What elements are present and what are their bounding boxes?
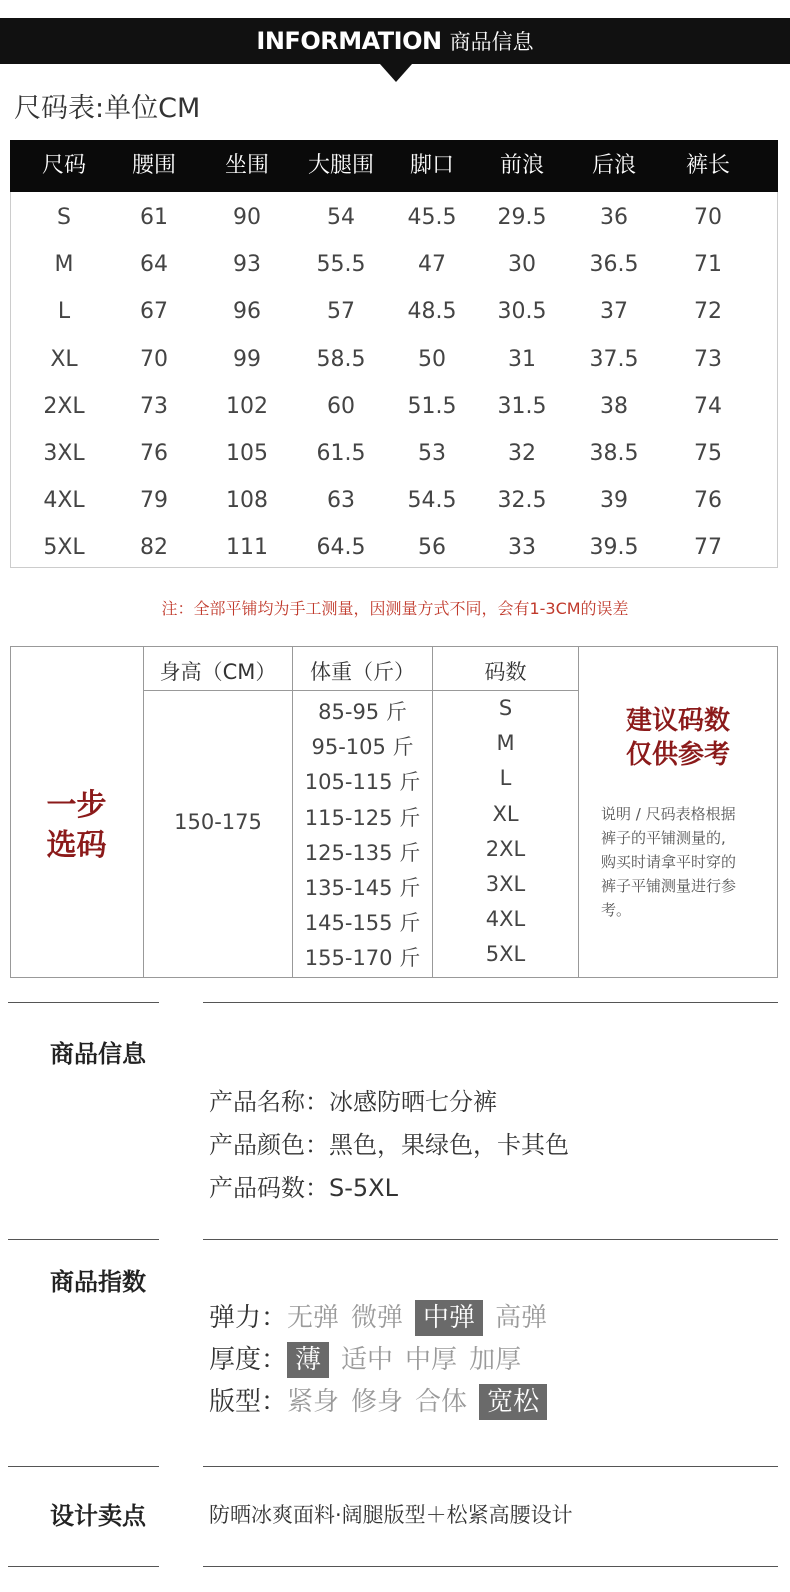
table-row	[10, 383, 778, 430]
weight-range: 105-115 斤	[304, 770, 421, 795]
table-cell: 70	[694, 205, 722, 230]
table-cell: 50	[418, 346, 446, 372]
table-row	[10, 336, 778, 383]
table-row	[10, 430, 778, 477]
table-cell: 82	[140, 535, 168, 561]
col-header-height: 身高（CM）	[159, 660, 277, 684]
table-cell: 3XL	[43, 441, 85, 466]
one-step-line: 选码	[46, 828, 107, 863]
advice-title	[579, 704, 777, 772]
index-option: 高弹	[495, 1303, 548, 1333]
table-cell: 96	[233, 299, 261, 325]
table-cell: 48.5	[407, 299, 457, 325]
product-name: 产品名称：冰感防晒七分裤	[209, 1088, 497, 1116]
table-cell: 63	[327, 488, 355, 514]
recommended-size: S	[498, 696, 513, 720]
table-cell: 99	[233, 346, 261, 372]
recommended-size: 3XL	[485, 872, 526, 896]
table-cell: 64.5	[316, 535, 366, 561]
height-range: 150-175	[174, 810, 262, 834]
size-chart-header	[10, 140, 778, 192]
advice-line: 建议码数	[625, 706, 730, 736]
table-cell: 61	[140, 205, 168, 230]
table-cell: 39	[600, 488, 628, 514]
table-cell: 32	[508, 441, 536, 466]
table-cell: 47	[418, 252, 446, 278]
table-cell: 102	[226, 393, 268, 419]
index-option: 微弹	[351, 1303, 404, 1333]
weight-range: 145-155 斤	[304, 911, 421, 936]
index-option-selected: 中弹	[415, 1300, 483, 1336]
weight-range: 135-145 斤	[304, 876, 421, 900]
index-label: 弹力：	[209, 1303, 288, 1333]
table-cell: 36	[600, 205, 628, 230]
table-cell: 64	[140, 252, 168, 278]
table-cell: XL	[50, 346, 78, 372]
advice-desc-line: 裤子平铺测量进行参	[601, 877, 737, 895]
section-divider	[8, 1566, 159, 1567]
table-cell: 73	[140, 393, 168, 419]
index-option: 合体	[415, 1387, 468, 1417]
header-arrow	[380, 64, 412, 82]
index-option: 无弹	[287, 1303, 340, 1333]
index-option: 中厚	[405, 1345, 458, 1375]
advice-desc-line: 考。	[601, 901, 632, 919]
table-cell: 61.5	[316, 441, 366, 466]
table-cell: 108	[226, 488, 268, 514]
weight-range: 115-125 斤	[304, 805, 421, 830]
section-divider	[8, 1002, 159, 1003]
table-cell: 93	[233, 252, 261, 278]
table-cell: 79	[140, 488, 168, 514]
table-cell: 38.5	[589, 441, 639, 466]
measurement-note: 注：全部平铺均为手工测量，因测量方式不同，会有1-3CM的误差	[161, 599, 629, 618]
one-step-label	[10, 786, 143, 866]
table-cell: 37	[600, 299, 628, 325]
index-option: 适中	[341, 1345, 394, 1375]
col-header-weight: 体重（斤）	[310, 660, 415, 684]
table-cell: 76	[694, 488, 722, 514]
table-cell: 77	[694, 535, 722, 561]
recommended-size: 5XL	[485, 942, 526, 967]
section-divider	[203, 1466, 778, 1467]
table-cell: 111	[226, 535, 268, 561]
advice-description	[601, 802, 771, 922]
table-row	[10, 194, 778, 241]
col-header: 尺码	[41, 153, 86, 178]
table-cell: 39.5	[589, 535, 639, 561]
table-cell: 2XL	[43, 393, 85, 419]
table-cell: 73	[694, 346, 722, 372]
table-cell: 70	[140, 346, 168, 372]
design-title: 设计卖点	[50, 1502, 146, 1530]
col-header: 腰围	[131, 153, 176, 178]
col-header: 裤长	[685, 153, 730, 178]
index-option-selected: 薄	[287, 1342, 329, 1378]
advice-line: 仅供参考	[625, 740, 730, 770]
table-cell: 71	[694, 252, 722, 278]
col-header: 后浪	[591, 153, 636, 178]
weight-range: 125-135 斤	[304, 840, 421, 865]
section-divider	[203, 1239, 778, 1240]
table-cell: 4XL	[43, 488, 85, 514]
product-colors: 产品颜色：黑色，果绿色，卡其色	[209, 1131, 569, 1159]
recommended-size: L	[499, 766, 512, 791]
index-row	[209, 1300, 559, 1336]
col-header: 前浪	[499, 153, 544, 178]
advice-desc-line: 裤子的平铺测量的,	[601, 829, 726, 847]
col-header: 坐围	[224, 153, 269, 178]
product-sizes: 产品码数：S-5XL	[209, 1174, 398, 1202]
table-cell: 54	[327, 205, 355, 230]
table-divider	[143, 690, 578, 691]
table-cell: 45.5	[407, 205, 457, 230]
weight-range: 95-105 斤	[311, 735, 414, 760]
advice-desc-line: 说明 / 尺码表格根据	[601, 805, 736, 823]
recommended-size: XL	[492, 801, 519, 826]
index-label: 版型：	[209, 1387, 288, 1417]
size-chart-title: 尺码表:单位CM	[14, 93, 201, 124]
table-cell: 31	[508, 346, 536, 372]
table-divider	[578, 646, 579, 978]
design-text: 防晒冰爽面料·阔腿版型＋松紧高腰设计	[209, 1503, 573, 1527]
table-cell: 76	[140, 441, 168, 466]
section-divider	[8, 1239, 159, 1240]
table-cell: L	[57, 299, 71, 325]
header-title-en: INFORMATION	[256, 27, 442, 55]
table-cell: M	[54, 252, 74, 278]
table-cell: 60	[327, 393, 355, 419]
table-cell: 67	[140, 299, 168, 325]
index-option: 修身	[351, 1387, 404, 1417]
product-info-title: 商品信息	[50, 1040, 146, 1068]
index-option: 紧身	[287, 1387, 340, 1417]
table-cell: 105	[226, 441, 268, 466]
table-cell: 5XL	[43, 535, 85, 561]
table-cell: 90	[233, 205, 261, 230]
table-cell: 33	[508, 535, 536, 561]
table-cell: 36.5	[589, 252, 639, 278]
table-row	[10, 288, 778, 335]
one-step-line: 一步	[46, 788, 107, 823]
index-option: 加厚	[469, 1345, 522, 1375]
table-cell: 57	[327, 299, 355, 325]
col-header-size: 码数	[484, 660, 527, 684]
section-divider	[8, 1466, 159, 1467]
table-cell: 55.5	[316, 252, 366, 278]
recommended-size: 4XL	[485, 907, 526, 932]
table-cell: 30	[508, 252, 536, 278]
index-row	[209, 1342, 533, 1378]
col-header: 大腿围	[307, 153, 374, 178]
table-row	[10, 477, 778, 524]
advice-desc-line: 购买时请拿平时穿的	[601, 853, 737, 871]
table-cell: 31.5	[497, 393, 547, 419]
section-divider	[203, 1002, 778, 1003]
table-cell: 53	[418, 441, 446, 466]
table-cell: 30.5	[497, 299, 547, 325]
table-cell: 29.5	[497, 205, 547, 230]
table-cell: 56	[418, 535, 446, 561]
weight-range: 85-95 斤	[318, 700, 407, 724]
table-cell: 51.5	[407, 393, 457, 419]
index-row	[209, 1384, 559, 1420]
index-label: 厚度：	[209, 1345, 288, 1375]
table-cell: 37.5	[589, 346, 639, 372]
table-cell: 54.5	[407, 488, 457, 514]
table-cell: 74	[694, 393, 722, 419]
table-cell: 38	[600, 393, 628, 419]
table-cell: 32.5	[497, 488, 547, 514]
table-row	[10, 241, 778, 288]
recommended-size: M	[496, 731, 515, 756]
header-banner	[0, 18, 790, 64]
index-option-selected: 宽松	[479, 1384, 547, 1420]
product-index-title: 商品指数	[50, 1268, 146, 1296]
table-cell: S	[57, 205, 71, 230]
recommended-size: 2XL	[485, 836, 526, 861]
header-title-zh: 商品信息	[449, 30, 534, 54]
section-divider	[203, 1566, 778, 1567]
table-cell: 58.5	[316, 346, 366, 372]
table-cell: 75	[694, 441, 722, 466]
table-cell: 72	[694, 299, 722, 325]
col-header: 脚口	[409, 153, 454, 178]
weight-range: 155-170 斤	[304, 946, 421, 971]
table-row	[10, 524, 778, 571]
